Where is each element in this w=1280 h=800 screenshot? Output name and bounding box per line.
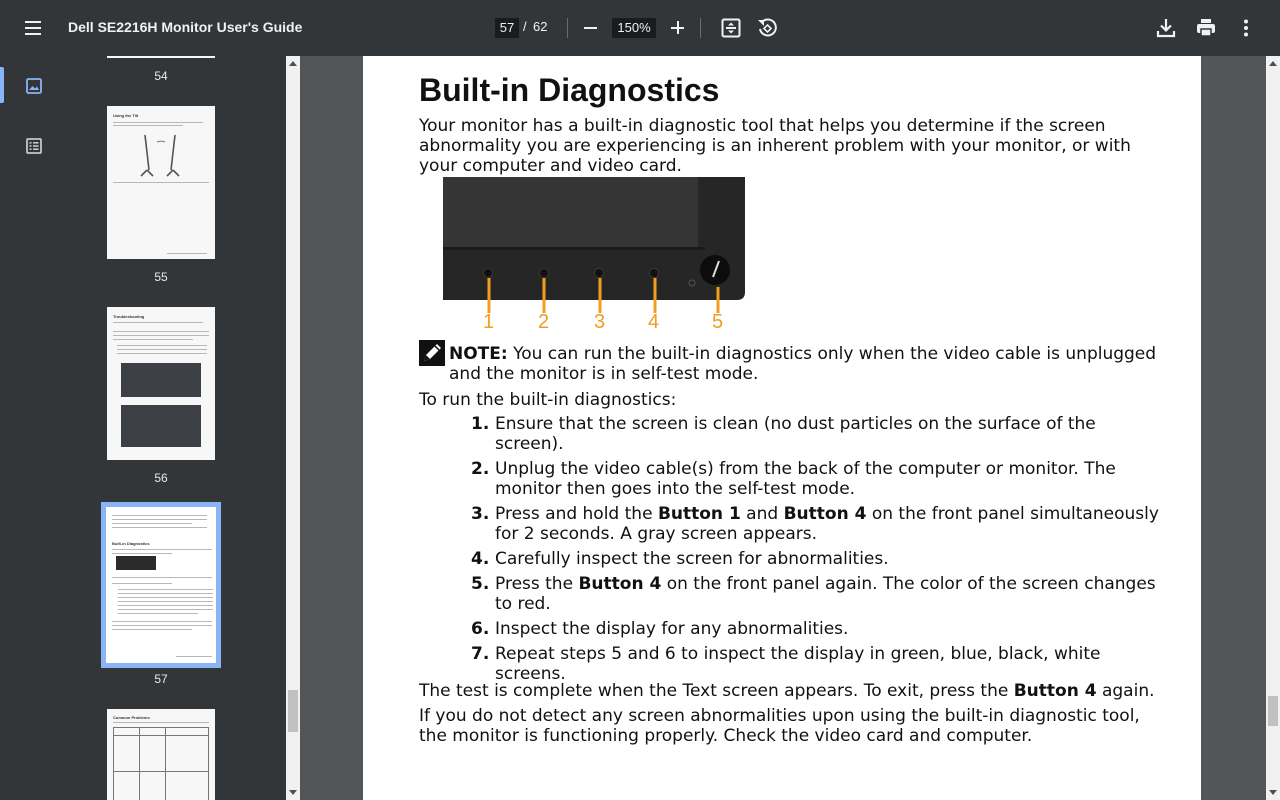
step-text: Ensure that the screen is clean (no dust particles on the surface of the screen). [495,414,1096,454]
thumbnail-page-number: 57 [154,672,168,686]
intro-paragraph: Your monitor has a built-in diagnostic tool that helps you determine if the screen abnormality you are experiencing is an inherent problem with your monitor, or with your computer and video card. [419,116,1131,176]
outline-view-icon[interactable] [18,130,50,162]
scroll-up-arrow-icon[interactable] [1269,61,1277,66]
thumbnail-page-57[interactable] [101,502,221,668]
rotate-icon[interactable] [755,16,779,40]
step-text: Press and hold the [495,504,658,524]
fit-to-page-icon[interactable] [719,16,743,40]
completion-text: The test is complete when the Text screen appears. To exit, press the [419,681,1014,701]
figure-callout: 2 [538,311,550,333]
step-emphasis: Button 4 [578,574,662,594]
figure-callout: 5 [712,311,724,333]
note-text: You can run the built-in diagnostics only when the video cable is unplugged and the monitor is in self-test mode. [449,344,1157,384]
thumbnail-page-number: 54 [154,69,168,83]
completion-text-end: again. [1096,681,1155,701]
step-number: 7. [471,644,490,664]
step-number: 6. [471,619,490,639]
thumbnail-page-55[interactable] [107,106,215,259]
active-indicator [0,67,4,103]
list-item [471,644,1161,684]
figure-callout: 1 [483,311,495,333]
print-icon[interactable] [1194,16,1218,40]
list-item [471,619,1161,639]
step-number: 3. [471,504,490,524]
thumbnail-scrollbar[interactable] [286,56,300,800]
figure-callout: 3 [594,311,606,333]
thumbnails-view-icon[interactable] [18,70,50,102]
thumbnail-page-number: 56 [154,471,168,485]
page-number-input[interactable]: 57 [495,18,519,38]
scrollbar-thumb[interactable] [1268,696,1278,726]
list-item [471,414,1161,454]
thumbnail-title: Using the Tilt [113,113,139,118]
document-title: Dell SE2216H Monitor User's Guide [68,19,303,35]
thumbnail-page-54[interactable] [107,56,215,58]
step-number: 2. [471,459,490,479]
scroll-down-arrow-icon[interactable] [289,790,297,795]
note-label: NOTE: [449,344,508,364]
note-pencil-icon [419,340,445,366]
scroll-down-arrow-icon[interactable] [1269,790,1277,795]
step-text: Carefully inspect the screen for abnormalities. [495,549,889,569]
step-emphasis: Button 4 [783,504,867,524]
step-text: Unplug the video cable(s) from the back of the computer or monitor. The monitor then goes into the self-test mode. [495,459,1116,499]
thumbnail-panel [68,56,286,800]
list-item [471,504,1161,544]
step-text: Press the [495,574,579,594]
section-heading: Built-in Diagnostics [419,72,720,108]
step-number: 1. [471,414,490,434]
list-item [471,459,1161,499]
steps-intro: To run the built-in diagnostics: [419,390,677,410]
zoom-out-button[interactable] [581,18,601,38]
zoom-in-button[interactable] [668,18,688,38]
more-options-icon[interactable] [1234,16,1258,40]
thumbnail-title: Common Problems [113,715,150,720]
page-separator: / [523,19,527,34]
completion-paragraph [419,681,1159,701]
zoom-level-input[interactable]: 150% [612,18,656,38]
step-text: Inspect the display for any abnormalities. [495,619,849,639]
scroll-up-arrow-icon[interactable] [289,61,297,66]
steps-list [471,414,1161,689]
document-page [363,56,1201,800]
thumbnail-page-number: 55 [154,270,168,284]
toolbar-divider [700,18,701,38]
menu-icon[interactable] [22,16,46,40]
document-viewer [300,56,1266,800]
step-emphasis: Button 1 [657,504,741,524]
completion-button-label: Button 4 [1013,681,1097,701]
step-number: 4. [471,549,490,569]
thumbnail-page-56[interactable] [107,307,215,460]
download-icon[interactable] [1154,16,1178,40]
closing-paragraph: If you do not detect any screen abnormalities upon using the built-in diagnostic tool, the monitor is functioning properly. Check the video card and computer. [419,706,1140,746]
step-text: on the front panel simultaneously for 2 seconds. A gray screen appears. [495,504,1159,544]
thumbnail-page-58[interactable] [107,709,215,800]
toolbar-divider [567,18,568,38]
figure-callout: 4 [648,311,660,333]
pdf-toolbar [0,0,1280,56]
list-item [471,574,1161,614]
monitor-buttons-figure [443,177,745,337]
thumbnail-title: Built-in Diagnostics [112,541,150,546]
sidebar-rail [0,56,68,800]
step-text: and [740,504,784,524]
list-item [471,549,1161,569]
note-paragraph [449,344,1169,384]
document-scrollbar[interactable] [1266,56,1280,800]
page-total: 62 [533,19,548,34]
scrollbar-thumb[interactable] [288,690,298,732]
step-text: Repeat steps 5 and 6 to inspect the display in green, blue, black, white screens. [495,644,1101,684]
step-number: 5. [471,574,490,594]
thumbnail-title: Troubleshooting [113,314,145,319]
step-text: on the front panel again. The color of the screen changes to red. [495,574,1156,614]
